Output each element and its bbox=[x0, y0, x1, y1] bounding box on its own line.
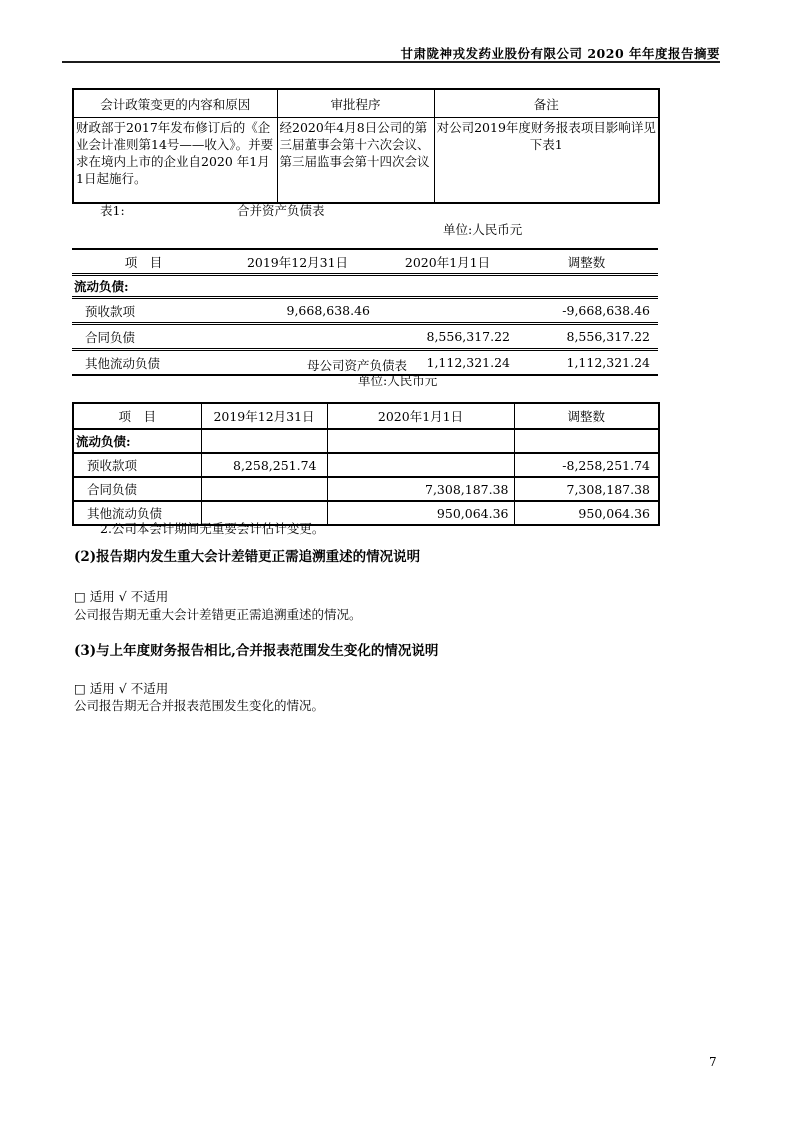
cell-item: 其他流动负债 bbox=[73, 501, 201, 525]
cell-dec31-2019 bbox=[201, 477, 327, 501]
column-header-jan1-2020: 2020年1月1日 bbox=[380, 249, 515, 275]
section2-body: 公司报告期无重大会计差错更正需追溯重述的情况。 bbox=[74, 607, 362, 622]
table-header-row bbox=[72, 249, 658, 275]
cell-item: 合同负债 bbox=[72, 324, 215, 350]
empty-cell bbox=[327, 429, 514, 453]
section-label: 流动负债: bbox=[72, 275, 215, 298]
table1-label: 表1: bbox=[100, 203, 125, 218]
parent-balance-sheet-table bbox=[72, 402, 660, 526]
cell-item: 其他流动负债 bbox=[72, 350, 215, 376]
empty-cell bbox=[380, 275, 515, 298]
header-title: 甘肃陇神戎发药业股份有限公司 2020 年年度报告摘要 bbox=[400, 46, 720, 61]
cell-item: 合同负债 bbox=[73, 477, 201, 501]
column-header-remark: 备注 bbox=[434, 89, 659, 118]
cell-item: 预收款项 bbox=[73, 453, 201, 477]
page-number: 7 bbox=[709, 1055, 717, 1069]
column-header-adjustment: 调整数 bbox=[515, 249, 658, 275]
column-header-adjustment: 调整数 bbox=[514, 403, 659, 429]
cell-adjustment: 8,556,317.22 bbox=[515, 324, 658, 350]
cell-item: 预收款项 bbox=[72, 298, 215, 324]
note-no-estimate-change: 2.公司本会计期间无重要会计估计变更。 bbox=[100, 521, 325, 536]
unit-label-parent: 单位:人民币元 bbox=[358, 373, 438, 388]
cell-jan1-2020: 950,064.36 bbox=[327, 501, 514, 525]
table-row bbox=[73, 118, 659, 204]
table-header-row bbox=[73, 403, 659, 429]
cell-remark: 对公司2019年度财务报表项目影响详见下表1 bbox=[434, 118, 659, 204]
column-header-policy-content: 会计政策变更的内容和原因 bbox=[73, 89, 277, 118]
cell-adjustment: 950,064.36 bbox=[514, 501, 659, 525]
cell-jan1-2020 bbox=[327, 453, 514, 477]
section3-applicability: □ 适用 √ 不适用 bbox=[74, 681, 169, 696]
column-header-item: 项 目 bbox=[73, 403, 201, 429]
cell-adjustment: -8,258,251.74 bbox=[514, 453, 659, 477]
column-header-dec31-2019: 2019年12月31日 bbox=[201, 403, 327, 429]
empty-cell bbox=[215, 275, 380, 298]
cell-jan1-2020: 1,112,321.24 bbox=[380, 350, 515, 376]
header-rule bbox=[62, 61, 720, 63]
section3-body: 公司报告期无合并报表范围发生变化的情况。 bbox=[74, 698, 325, 713]
section-row bbox=[73, 429, 659, 453]
section3-heading: (3)与上年度财务报告相比,合并报表范围发生变化的情况说明 bbox=[74, 643, 439, 659]
empty-cell bbox=[201, 429, 327, 453]
cell-dec31-2019 bbox=[215, 324, 380, 350]
unit-label-consolidated: 单位:人民币元 bbox=[443, 222, 523, 237]
cell-jan1-2020 bbox=[380, 298, 515, 324]
section2-heading: (2)报告期内发生重大会计差错更正需追溯重述的情况说明 bbox=[74, 549, 421, 565]
column-header-approval: 审批程序 bbox=[277, 89, 434, 118]
section-row bbox=[72, 275, 658, 298]
cell-adjustment: 7,308,187.38 bbox=[514, 477, 659, 501]
table-row bbox=[73, 477, 659, 501]
cell-policy-content: 财政部于2017年发布修订后的《企业会计准则第14号——收入》。并要求在境内上市的企业自2020 年1月1日起施行。 bbox=[73, 118, 277, 204]
table-row bbox=[73, 453, 659, 477]
empty-cell bbox=[514, 429, 659, 453]
cell-adjustment: -9,668,638.46 bbox=[515, 298, 658, 324]
cell-approval: 经2020年4月8日公司的第三届董事会第十六次会议、第三届监事会第十四次会议 bbox=[277, 118, 434, 204]
table-header-row bbox=[73, 89, 659, 118]
parent-table-title: 母公司资产负债表 bbox=[307, 358, 408, 373]
empty-cell bbox=[515, 275, 658, 298]
cell-jan1-2020: 8,556,317.22 bbox=[380, 324, 515, 350]
column-header-item: 项 目 bbox=[72, 249, 215, 275]
cell-dec31-2019: 9,668,638.46 bbox=[215, 298, 380, 324]
cell-adjustment: 1,112,321.24 bbox=[515, 350, 658, 376]
section2-applicability: □ 适用 √ 不适用 bbox=[74, 589, 169, 604]
column-header-dec31-2019: 2019年12月31日 bbox=[215, 249, 380, 275]
column-header-jan1-2020: 2020年1月1日 bbox=[327, 403, 514, 429]
cell-jan1-2020: 7,308,187.38 bbox=[327, 477, 514, 501]
section-label: 流动负债: bbox=[73, 429, 201, 453]
table-row bbox=[72, 324, 658, 350]
policy-change-table bbox=[72, 88, 660, 204]
table-row bbox=[72, 298, 658, 324]
cell-dec31-2019: 8,258,251.74 bbox=[201, 453, 327, 477]
consolidated-table-title: 合并资产负债表 bbox=[237, 203, 325, 218]
